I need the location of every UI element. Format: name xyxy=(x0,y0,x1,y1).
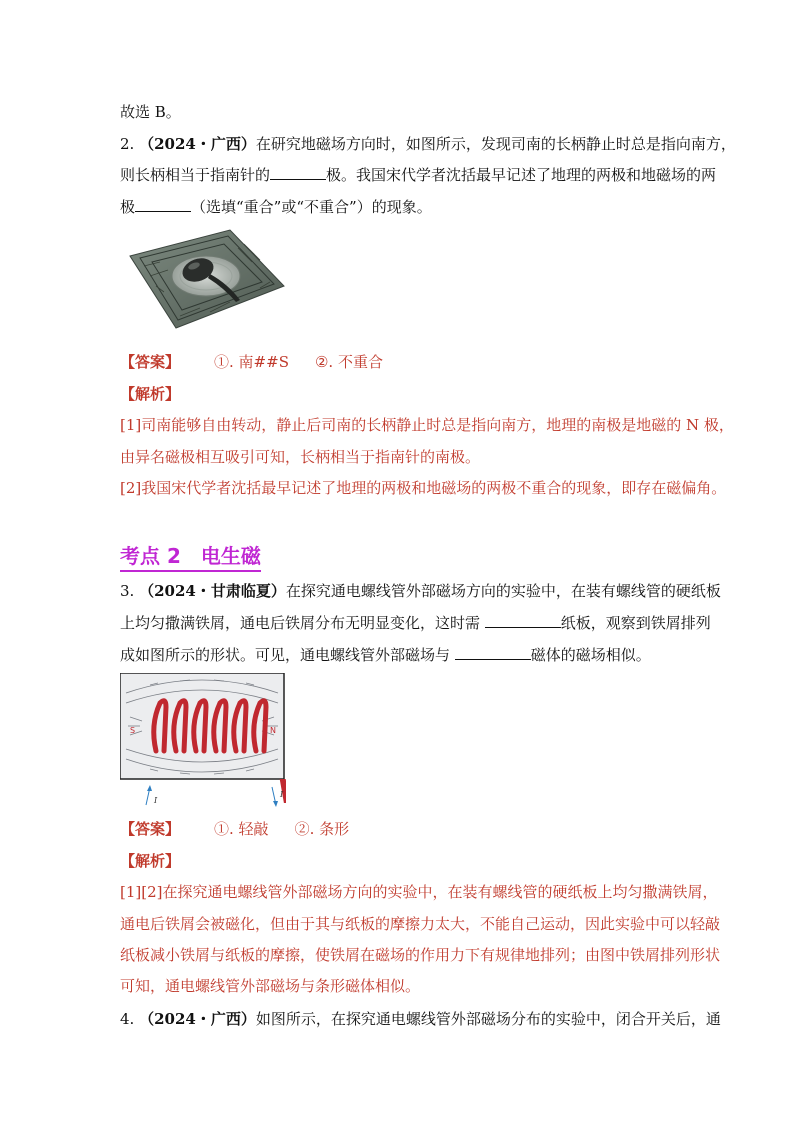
sinan-compass-image xyxy=(120,226,286,330)
section-heading: 考点 2 电生磁 xyxy=(120,540,261,572)
q2-analysis-line-2: 由异名磁极相互吸引可知，长柄相当于指南针的南极。 xyxy=(120,448,481,466)
q4-line-1 xyxy=(120,1009,721,1029)
solenoid-iron-filings-image xyxy=(120,673,286,809)
q2-answer-label: 【答案】 xyxy=(120,353,181,371)
q3-analysis-line-4: 可知，通电螺线管外部磁场与条形磁体相似。 xyxy=(120,977,421,995)
north-pole-label: N xyxy=(270,726,276,735)
q3-analysis-line-1: [1][2]在探究通电螺线管外部磁场方向的实验中，在装有螺线管的硬纸板上均匀撒满铁屑， xyxy=(120,883,718,901)
q3-stem-2b: 纸板，观察到铁屑排列 xyxy=(560,614,711,632)
q2-blank-2 xyxy=(135,197,191,212)
south-pole-label: S xyxy=(130,726,136,735)
q3-stem-1: 在探究通电螺线管外部磁场方向的实验中，在装有螺线管的硬纸板 xyxy=(285,582,721,600)
q2-blank-1 xyxy=(270,165,326,180)
current-label-right: I xyxy=(280,790,284,799)
q3-blank-2 xyxy=(455,645,531,660)
q3-analysis-line-3: 纸板减小铁屑与纸板的摩擦，使铁屑在磁场的作用力下有规律地排列；由图中铁屑排列形状 xyxy=(120,946,721,964)
q3-number: 3. xyxy=(120,582,135,600)
q3-line-1 xyxy=(120,581,721,601)
q2-answer-1: ①. 南##S xyxy=(214,353,289,371)
current-label-left: I xyxy=(154,796,158,805)
q2-answer-row xyxy=(120,352,383,372)
q3-analysis-label: 【解析】 xyxy=(120,852,181,870)
q2-stem-3a: 极 xyxy=(120,198,136,216)
q2-stem-2a: 则长柄相当于指南针的 xyxy=(120,166,271,184)
q3-answer-row xyxy=(120,819,349,839)
q3-stem-3b: 磁体的磁场相似。 xyxy=(530,646,651,664)
solenoid-iron-filings-figure xyxy=(120,673,286,809)
q2-analysis-label: 【解析】 xyxy=(120,385,181,403)
previous-answer-conclusion: 故选 B。 xyxy=(120,103,181,121)
q3-line-3 xyxy=(120,645,651,665)
q3-answer-label: 【答案】 xyxy=(120,820,181,838)
q2-stem-1: 在研究地磁场方向时，如图所示，发现司南的长柄静止时总是指向南方， xyxy=(255,135,736,153)
q2-line-3 xyxy=(120,197,432,217)
q3-line-2 xyxy=(120,613,711,633)
q4-stem-1: 如图所示，在探究通电螺线管外部磁场分布的实验中，闭合开关后，通 xyxy=(255,1010,721,1028)
q3-answer-2: ②. 条形 xyxy=(294,820,350,838)
q2-number: 2. xyxy=(120,135,135,153)
q3-analysis-line-2: 通电后铁屑会被磁化，但由于其与纸板的摩擦力太大，不能自己运动，因此实验中可以轻敲 xyxy=(120,915,721,933)
q3-source: （2024・甘肃临夏） xyxy=(139,582,286,600)
q2-analysis-line-3: [2]我国宋代学者沈括最早记述了地理的两极和地磁场的两极不重合的现象，即存在磁偏角。 xyxy=(120,479,727,497)
q4-number: 4. xyxy=(120,1010,135,1028)
q2-line-1 xyxy=(120,134,736,154)
q2-analysis-line-1: [1]司南能够自由转动，静止后司南的长柄静止时总是指向南方，地理的南极是地磁的 N 极， xyxy=(120,416,734,434)
q3-answer-1: ①. 轻敲 xyxy=(214,820,269,838)
q2-stem-2b: 极。我国宋代学者沈括最早记述了地理的两极和地磁场的两 xyxy=(326,166,717,184)
q3-stem-2a: 上均匀撒满铁屑，通电后铁屑分布无明显变化，这时需 xyxy=(120,614,485,632)
q3-blank-1 xyxy=(485,613,561,628)
q4-source: （2024・广西） xyxy=(139,1010,256,1028)
q2-line-2 xyxy=(120,165,716,185)
q2-stem-3b: （选填“重合”或“不重合”）的现象。 xyxy=(191,198,432,216)
q2-source: （2024・广西） xyxy=(139,135,256,153)
q3-stem-3a: 成如图所示的形状。可见，通电螺线管外部磁场与 xyxy=(120,646,455,664)
q2-answer-2: ②. 不重合 xyxy=(314,353,383,371)
